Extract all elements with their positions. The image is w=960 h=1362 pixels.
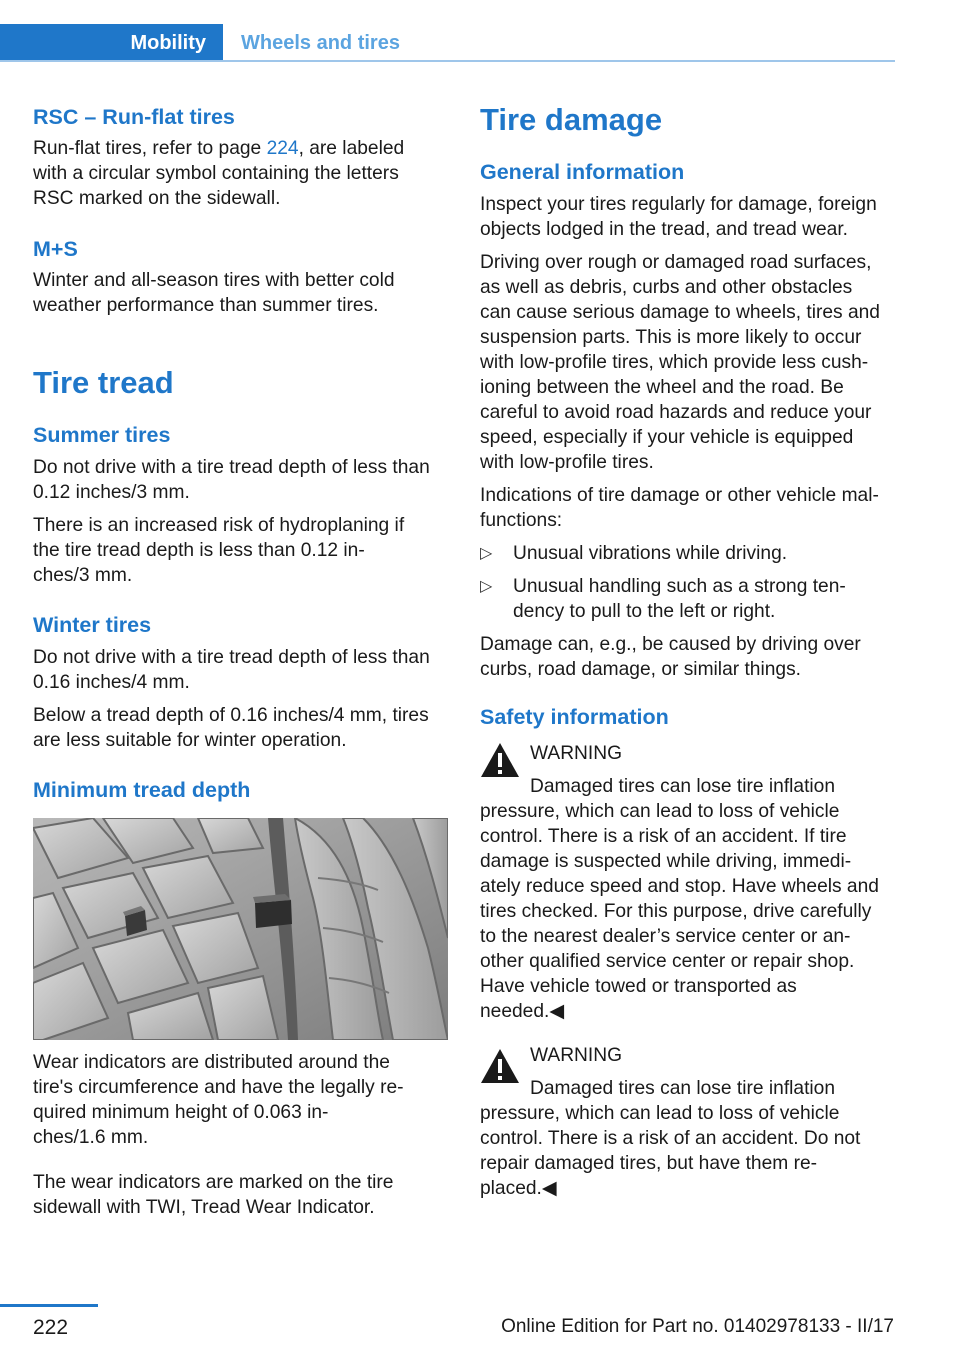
text-line: sidewall with TWI, Tread Wear Indicator.: [33, 1197, 375, 1218]
page-link[interactable]: 224: [266, 138, 299, 159]
winter-paragraph: [33, 645, 430, 753]
text-line: 0.12 inches/3 mm.: [33, 482, 190, 503]
wear-paragraph: [33, 1050, 404, 1150]
text-line: Indications of tire damage or other vehicle mal‐: [480, 485, 879, 506]
bullet-text: dency to pull to the left or right.: [513, 601, 776, 622]
text-line: the tire tread depth is less than 0.12 in‐: [33, 540, 365, 561]
text-line: ches/3 mm.: [33, 565, 133, 586]
chapter-tab: Wheels and tires: [241, 31, 400, 54]
text-line: 0.16 inches/4 mm.: [33, 672, 190, 693]
rsc-text: Run-flat tires, refer to page: [33, 138, 267, 159]
text-line: pressure, which can lead to loss of vehicle: [480, 801, 840, 822]
text-line: to the nearest dealer’s service center or an‐: [480, 926, 851, 947]
text-line: quired minimum height of 0.063 in‐: [33, 1102, 329, 1123]
text-line: careful to avoid road hazards and reduce your: [480, 402, 872, 423]
bullet-text: Unusual vibrations while driving.: [513, 543, 788, 564]
rsc-line: with a circular symbol containing the letters: [33, 163, 399, 184]
rsc-heading: RSC – Run-flat tires: [33, 105, 235, 129]
bullet-item: [480, 541, 880, 566]
text-line: damage is suspected while driving, immedi‐: [480, 851, 852, 872]
ms-heading: M+S: [33, 237, 78, 261]
text-line: control. There is a risk of an accident. If tire: [480, 826, 847, 847]
general-paragraph: [480, 192, 880, 682]
warning-triangle-icon: [480, 742, 520, 778]
summer-paragraph: [33, 455, 430, 588]
winter-tires-heading: Winter tires: [33, 613, 152, 637]
text-line: Inspect your tires regularly for damage, foreign: [480, 194, 877, 215]
text-line: are less suitable for winter operation.: [33, 730, 347, 751]
text-line: with low-profile tires.: [480, 452, 654, 473]
text-line: Damaged tires can lose tire inflation: [530, 776, 836, 797]
header-divider: [0, 60, 895, 62]
tire-tread-illustration: [33, 818, 448, 1040]
warning-paragraph: [480, 774, 879, 1024]
edition-note: Online Edition for Part no. 01402978133 - II/17: [501, 1316, 894, 1337]
text-line: suspension parts. This is more likely to occur: [480, 327, 862, 348]
text-line: Driving over rough or damaged road surfaces,: [480, 252, 872, 273]
text-line: pressure, which can lead to loss of vehicle: [480, 1103, 840, 1124]
twi-paragraph: [33, 1170, 393, 1220]
rsc-paragraph: [33, 136, 404, 211]
text-line: ioning between the wheel and the road. Be: [480, 377, 844, 398]
min-tread-heading: Minimum tread depth: [33, 778, 251, 802]
text-line: functions:: [480, 510, 563, 531]
page-header: [0, 24, 895, 62]
text-line: curbs, road damage, or similar things.: [480, 659, 801, 680]
tire-tread-image: [33, 818, 448, 1040]
text-line: The wear indicators are marked on the tire: [33, 1172, 394, 1193]
triangle-right-icon: ▷: [480, 545, 493, 562]
summer-tires-heading: Summer tires: [33, 423, 171, 447]
ms-paragraph: [33, 268, 395, 318]
bullet-item: [480, 574, 880, 624]
rsc-text-2: , are labeled: [298, 138, 405, 159]
text-line: Below a tread depth of 0.16 inches/4 mm, tires: [33, 705, 429, 726]
section-tab: Mobility: [0, 24, 223, 62]
text-line: Do not drive with a tire tread depth of less than: [33, 457, 430, 478]
text-line: as well as debris, curbs and other obstacles: [480, 277, 853, 298]
ms-line: weather performance than summer tires.: [33, 295, 379, 316]
tire-tread-heading: Tire tread: [33, 365, 174, 400]
text-line: placed.◀: [480, 1178, 557, 1199]
text-line: objects lodged in the tread, and tread wear.: [480, 219, 849, 240]
text-line: ches/1.6 mm.: [33, 1127, 149, 1148]
text-line: tires checked. For this purpose, drive carefully: [480, 901, 872, 922]
text-line: Have vehicle towed or transported as: [480, 976, 797, 997]
page-number: 222: [33, 1316, 69, 1339]
general-info-heading: General information: [480, 160, 685, 184]
text-line: with low-profile tires, which provide less cush‐: [480, 352, 869, 373]
warning-title: WARNING: [530, 743, 623, 764]
wear-indicator-marker: [253, 894, 292, 928]
text-line: other qualified service center or repair shop.: [480, 951, 855, 972]
tire-damage-heading: Tire damage: [480, 102, 663, 137]
bullet-text: Unusual handling such as a strong ten‐: [513, 576, 846, 597]
safety-info-heading: Safety information: [480, 705, 669, 729]
text-line: There is an increased risk of hydroplaning if: [33, 515, 405, 536]
rsc-line: RSC marked on the sidewall.: [33, 188, 281, 209]
text-line: needed.◀: [480, 1001, 565, 1022]
text-line: speed, especially if your vehicle is equipped: [480, 427, 854, 448]
text-line: ately reduce speed and stop. Have wheels and: [480, 876, 879, 897]
text-line: Wear indicators are distributed around the: [33, 1052, 390, 1073]
warning-paragraph: [480, 1076, 860, 1201]
ms-line: Winter and all-season tires with better cold: [33, 270, 395, 291]
text-line: repair damaged tires, but have them re‐: [480, 1153, 818, 1174]
text-line: can cause serious damage to wheels, tires and: [480, 302, 880, 323]
text-line: Do not drive with a tire tread depth of less than: [33, 647, 430, 668]
warning-title: WARNING: [530, 1045, 623, 1066]
text-line: tire's circumference and have the legally re‐: [33, 1077, 404, 1098]
text-line: Damage can, e.g., be caused by driving over: [480, 634, 861, 655]
text-line: control. There is a risk of an accident. Do not: [480, 1128, 861, 1149]
triangle-right-icon: ▷: [480, 578, 493, 595]
footer-divider: [0, 1304, 98, 1307]
text-line: Damaged tires can lose tire inflation: [530, 1078, 836, 1099]
